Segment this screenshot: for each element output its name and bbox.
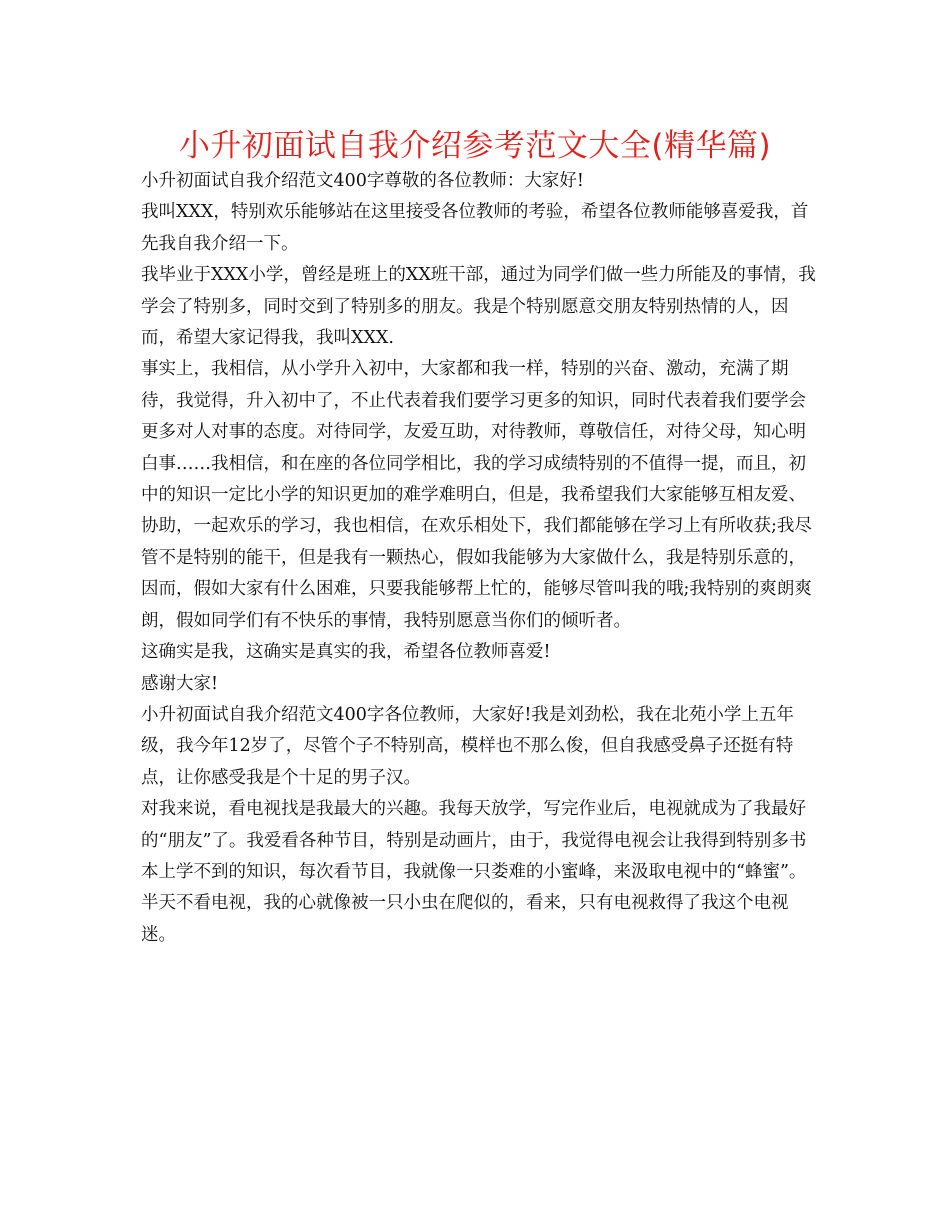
- paragraph: 我叫XXX，特别欢乐能够站在这里接受各位教师的考验，希望各位教师能够喜爱我，首先我自我介绍一下。: [141, 202, 809, 254]
- paragraph: 我毕业于XXX小学，曾经是班上的XX班干部，通过为同学们做一些力所能及的事情，我学会了特别多，同时交到了特别多的朋友。我是个特别愿意交朋友特别热情的人，因而，希望大家记得我，我叫XXX.: [141, 265, 816, 349]
- paragraph: 小升初面试自我介绍范文400字尊敬的各位教师：大家好!: [141, 171, 584, 191]
- paragraph: 小升初面试自我介绍范文400字各位教师，大家好!我是刘劲松，我在北苑小学上五年级，我今年12岁了，尽管个子不特别高，模样也不那么俊，但自我感受鼻子还挺有特点，让你感受我是个十足的男子汉。: [141, 704, 794, 788]
- paragraph: 事实上，我相信，从小学升入初中，大家都和我一样，特别的兴奋、激动，充满了期待，我觉得，升入初中了，不止代表着我们要学习更多的知识，同时代表着我们要学会更多对人对事的态度。对待同学，友爱互助，对待教师，尊敬信任，对待父母，知心明白事……我相信，和在座的各位同学相比，我的学习成绩特别的不值得一提，而且，初中的知识一定比小学的知识更加的难学难明白，但是，我希望我们大家能够互相友爱、协助，一起欢乐的学习，我也相信，在欢乐相处下，我们都能够在学习上有所收获;我尽管不是特别的能干，但是我有一颗热心，假如我能够为大家做什么，我是特别乐意的，因而，假如大家有什么困难，只要我能够帮上忙的，能够尽管叫我的哦;我特别的爽朗爽朗，假如同学们有不快乐的事情，我特别愿意当你们的倾听者。: [141, 359, 812, 631]
- paragraph: 对我来说，看电视找是我最大的兴趣。我每天放学，写完作业后，电视就成为了我最好的“朋友”了。我爱看各种节目，特别是动画片，由于，我觉得电视会让我得到特别多书本上学不到的知识，每次看节目，我就像一只娄难的小蜜峰，来汲取电视中的“蜂蜜”。半天不看电视，我的心就像被一只小虫在爬似的，看来，只有电视救得了我这个电视迷。: [141, 799, 807, 945]
- document-body: [141, 166, 821, 951]
- document-title: 小升初面试自我介绍参考范文大全(精华篇): [178, 128, 772, 164]
- paragraph: 感谢大家!: [141, 673, 219, 694]
- paragraph: 这确实是我，这确实是真实的我，希望各位教师喜爱!: [141, 642, 551, 663]
